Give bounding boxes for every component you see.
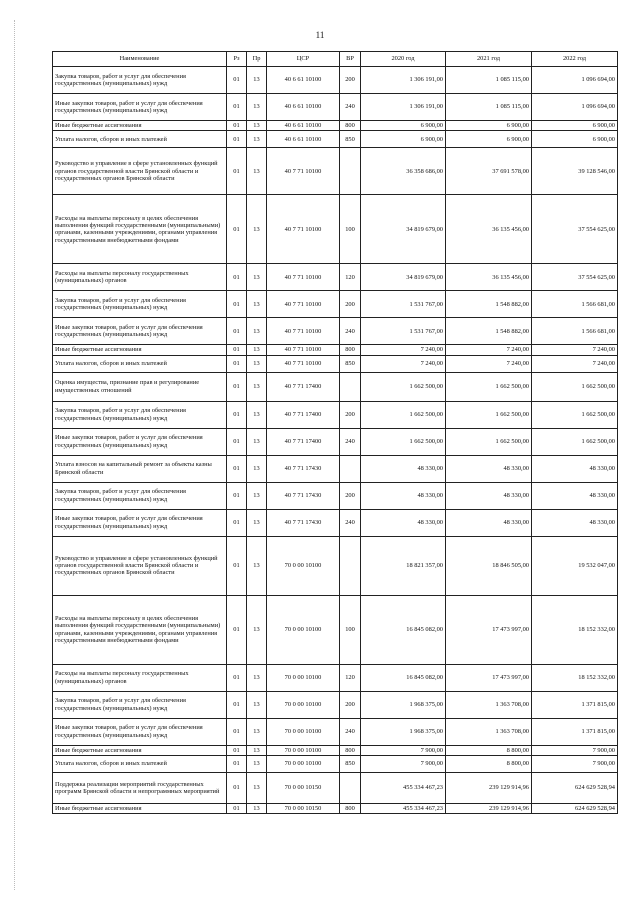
cell-rz: 01 [227, 372, 247, 401]
cell-y2020: 6 900,00 [361, 131, 446, 148]
cell-y2020: 1 306 191,00 [361, 67, 446, 94]
cell-y2020: 455 334 467,23 [361, 804, 446, 814]
cell-vr: 850 [340, 756, 361, 773]
cell-y2020: 6 900,00 [361, 121, 446, 131]
cell-pr: 13 [247, 401, 267, 428]
cell-vr: 200 [340, 401, 361, 428]
cell-y2021: 37 691 578,00 [446, 148, 532, 195]
cell-vr [340, 536, 361, 595]
cell-csr: 40 7 71 17430 [267, 455, 340, 482]
cell-pr: 13 [247, 291, 267, 318]
cell-rz: 01 [227, 195, 247, 264]
cell-y2020: 1 531 767,00 [361, 318, 446, 345]
cell-csr: 70 0 00 10150 [267, 804, 340, 814]
table-row [53, 372, 618, 401]
cell-y2022: 48 330,00 [532, 482, 618, 509]
page-number: 11 [315, 30, 325, 40]
cell-vr: 120 [340, 664, 361, 691]
cell-csr: 40 7 71 10100 [267, 345, 340, 355]
cell-y2021: 48 330,00 [446, 455, 532, 482]
cell-vr: 240 [340, 318, 361, 345]
cell-pr: 13 [247, 745, 267, 755]
table-row [53, 756, 618, 773]
cell-y2021: 18 846 505,00 [446, 536, 532, 595]
cell-y2021: 1 363 708,00 [446, 691, 532, 718]
cell-vr: 240 [340, 509, 361, 536]
cell-vr [340, 148, 361, 195]
cell-name: Руководство и управление в сфере установленных функций органов государственной власти Брянской области и государственных органов Брянской области [53, 536, 227, 595]
cell-rz: 01 [227, 664, 247, 691]
cell-y2022: 48 330,00 [532, 509, 618, 536]
cell-rz: 01 [227, 345, 247, 355]
cell-y2020: 16 845 082,00 [361, 664, 446, 691]
cell-vr [340, 773, 361, 804]
cell-y2022: 1 096 694,00 [532, 67, 618, 94]
cell-vr: 200 [340, 691, 361, 718]
table-row [53, 509, 618, 536]
cell-y2022: 37 554 625,00 [532, 195, 618, 264]
cell-csr: 40 7 71 17430 [267, 509, 340, 536]
table-row [53, 428, 618, 455]
cell-csr: 40 7 71 17400 [267, 401, 340, 428]
cell-name: Уплата налогов, сборов и иных платежей [53, 756, 227, 773]
cell-vr: 200 [340, 482, 361, 509]
cell-y2021: 7 240,00 [446, 355, 532, 372]
cell-y2021: 36 135 456,00 [446, 195, 532, 264]
table-row [53, 355, 618, 372]
cell-y2022: 6 900,00 [532, 131, 618, 148]
cell-vr: 800 [340, 121, 361, 131]
header-2022: 2022 год [532, 52, 618, 67]
cell-csr: 70 0 00 10100 [267, 756, 340, 773]
table-row [53, 318, 618, 345]
header-rz: Рз [227, 52, 247, 67]
cell-pr: 13 [247, 428, 267, 455]
cell-y2022: 18 152 332,00 [532, 595, 618, 664]
cell-y2021: 8 800,00 [446, 756, 532, 773]
cell-name: Расходы на выплаты персоналу в целях обеспечения выполнения функций государственными (муниципальными) органами, казенными учреждениями, органами управления государственными внебюджетными фондами [53, 595, 227, 664]
cell-csr: 70 0 00 10100 [267, 745, 340, 755]
cell-pr: 13 [247, 372, 267, 401]
cell-csr: 40 7 71 10100 [267, 318, 340, 345]
cell-vr: 100 [340, 195, 361, 264]
cell-y2021: 36 135 456,00 [446, 264, 532, 291]
cell-y2021: 1 548 882,00 [446, 291, 532, 318]
cell-y2021: 6 900,00 [446, 121, 532, 131]
cell-rz: 01 [227, 428, 247, 455]
cell-y2021: 48 330,00 [446, 509, 532, 536]
cell-name: Оценка имущества, признание прав и регулирование имущественных отношений [53, 372, 227, 401]
cell-rz: 01 [227, 595, 247, 664]
header-name: Наименование [53, 52, 227, 67]
cell-y2021: 7 240,00 [446, 345, 532, 355]
table-row [53, 264, 618, 291]
cell-rz: 01 [227, 121, 247, 131]
cell-name: Иные бюджетные ассигнования [53, 345, 227, 355]
cell-csr: 40 7 71 10100 [267, 148, 340, 195]
table-row [53, 121, 618, 131]
cell-csr: 40 6 61 10100 [267, 94, 340, 121]
cell-csr: 70 0 00 10100 [267, 718, 340, 745]
cell-csr: 40 7 71 10100 [267, 291, 340, 318]
cell-y2022: 1 566 681,00 [532, 291, 618, 318]
table-body [53, 67, 618, 814]
cell-y2021: 1 085 115,00 [446, 67, 532, 94]
cell-y2020: 36 358 686,00 [361, 148, 446, 195]
cell-vr: 100 [340, 595, 361, 664]
cell-name: Закупка товаров, работ и услуг для обеспечения государственных (муниципальных) нужд [53, 482, 227, 509]
cell-rz: 01 [227, 94, 247, 121]
cell-name: Иные бюджетные ассигнования [53, 121, 227, 131]
cell-y2020: 7 240,00 [361, 355, 446, 372]
cell-y2021: 6 900,00 [446, 131, 532, 148]
table-row [53, 94, 618, 121]
header-2021: 2021 год [446, 52, 532, 67]
cell-rz: 01 [227, 509, 247, 536]
cell-rz: 01 [227, 482, 247, 509]
cell-y2020: 48 330,00 [361, 455, 446, 482]
table-row [53, 482, 618, 509]
cell-y2020: 1 968 375,00 [361, 691, 446, 718]
cell-y2022: 37 554 625,00 [532, 264, 618, 291]
cell-y2022: 624 629 528,94 [532, 804, 618, 814]
cell-y2022: 19 532 047,00 [532, 536, 618, 595]
cell-name: Руководство и управление в сфере установленных функций органов государственной власти Брянской области и государственных органов Брянской области [53, 148, 227, 195]
cell-vr: 200 [340, 67, 361, 94]
cell-y2022: 1 096 694,00 [532, 94, 618, 121]
cell-vr: 200 [340, 291, 361, 318]
table-row [53, 131, 618, 148]
cell-pr: 13 [247, 718, 267, 745]
cell-csr: 40 7 71 10100 [267, 355, 340, 372]
cell-pr: 13 [247, 804, 267, 814]
table-row [53, 773, 618, 804]
cell-pr: 13 [247, 664, 267, 691]
cell-pr: 13 [247, 595, 267, 664]
cell-y2020: 7 900,00 [361, 745, 446, 755]
cell-rz: 01 [227, 131, 247, 148]
cell-y2021: 8 800,00 [446, 745, 532, 755]
cell-rz: 01 [227, 718, 247, 745]
budget-table [52, 51, 618, 814]
cell-y2020: 1 306 191,00 [361, 94, 446, 121]
cell-y2021: 1 662 500,00 [446, 372, 532, 401]
cell-name: Уплата налогов, сборов и иных платежей [53, 131, 227, 148]
cell-y2021: 1 548 882,00 [446, 318, 532, 345]
cell-y2021: 17 473 997,00 [446, 595, 532, 664]
cell-y2020: 7 240,00 [361, 345, 446, 355]
cell-name: Закупка товаров, работ и услуг для обеспечения государственных (муниципальных) нужд [53, 691, 227, 718]
cell-pr: 13 [247, 94, 267, 121]
cell-y2022: 7 900,00 [532, 756, 618, 773]
cell-y2022: 7 240,00 [532, 355, 618, 372]
table-row [53, 691, 618, 718]
cell-pr: 13 [247, 509, 267, 536]
cell-name: Закупка товаров, работ и услуг для обеспечения государственных (муниципальных) нужд [53, 401, 227, 428]
cell-pr: 13 [247, 773, 267, 804]
cell-y2020: 34 819 679,00 [361, 264, 446, 291]
cell-y2020: 1 968 375,00 [361, 718, 446, 745]
cell-name: Иные закупки товаров, работ и услуг для обеспечения государственных (муниципальных) нужд [53, 428, 227, 455]
table-row [53, 664, 618, 691]
cell-pr: 13 [247, 345, 267, 355]
cell-y2022: 1 662 500,00 [532, 372, 618, 401]
header-pr: Пр [247, 52, 267, 67]
table-row [53, 345, 618, 355]
cell-name: Иные бюджетные ассигнования [53, 804, 227, 814]
cell-rz: 01 [227, 148, 247, 195]
cell-rz: 01 [227, 318, 247, 345]
cell-csr: 40 7 71 17430 [267, 482, 340, 509]
cell-name: Иные закупки товаров, работ и услуг для обеспечения государственных (муниципальных) нужд [53, 718, 227, 745]
table-row [53, 455, 618, 482]
cell-pr: 13 [247, 67, 267, 94]
cell-pr: 13 [247, 131, 267, 148]
cell-name: Закупка товаров, работ и услуг для обеспечения государственных (муниципальных) нужд [53, 291, 227, 318]
cell-pr: 13 [247, 536, 267, 595]
cell-rz: 01 [227, 756, 247, 773]
cell-rz: 01 [227, 264, 247, 291]
table-row [53, 745, 618, 755]
cell-y2022: 1 371 815,00 [532, 691, 618, 718]
cell-csr: 70 0 00 10100 [267, 691, 340, 718]
cell-pr: 13 [247, 756, 267, 773]
cell-y2020: 1 662 500,00 [361, 428, 446, 455]
cell-rz: 01 [227, 773, 247, 804]
cell-y2021: 1 662 500,00 [446, 401, 532, 428]
cell-y2022: 18 152 332,00 [532, 664, 618, 691]
cell-y2020: 1 531 767,00 [361, 291, 446, 318]
cell-vr: 240 [340, 94, 361, 121]
cell-y2022: 6 900,00 [532, 121, 618, 131]
cell-y2020: 1 662 500,00 [361, 372, 446, 401]
cell-rz: 01 [227, 355, 247, 372]
cell-csr: 70 0 00 10150 [267, 773, 340, 804]
cell-name: Иные закупки товаров, работ и услуг для обеспечения государственных (муниципальных) нужд [53, 318, 227, 345]
cell-csr: 40 6 61 10100 [267, 67, 340, 94]
cell-vr: 240 [340, 718, 361, 745]
cell-pr: 13 [247, 318, 267, 345]
cell-pr: 13 [247, 195, 267, 264]
cell-y2020: 48 330,00 [361, 509, 446, 536]
cell-pr: 13 [247, 148, 267, 195]
cell-rz: 01 [227, 804, 247, 814]
table-row [53, 67, 618, 94]
cell-name: Поддержка реализации мероприятий государственных программ Брянской области и непрограммных мероприятий [53, 773, 227, 804]
table-row [53, 536, 618, 595]
table-header-row [53, 52, 618, 67]
cell-csr: 40 6 61 10100 [267, 121, 340, 131]
cell-csr: 40 7 71 17400 [267, 428, 340, 455]
cell-pr: 13 [247, 455, 267, 482]
cell-csr: 40 6 61 10100 [267, 131, 340, 148]
cell-rz: 01 [227, 67, 247, 94]
cell-y2022: 7 240,00 [532, 345, 618, 355]
cell-y2020: 48 330,00 [361, 482, 446, 509]
cell-y2022: 1 371 815,00 [532, 718, 618, 745]
cell-y2022: 1 662 500,00 [532, 401, 618, 428]
cell-vr [340, 455, 361, 482]
cell-vr [340, 372, 361, 401]
cell-y2022: 624 629 528,94 [532, 773, 618, 804]
cell-csr: 70 0 00 10100 [267, 664, 340, 691]
cell-y2020: 18 821 357,00 [361, 536, 446, 595]
cell-vr: 240 [340, 428, 361, 455]
cell-vr: 800 [340, 745, 361, 755]
cell-vr: 850 [340, 131, 361, 148]
cell-vr: 800 [340, 345, 361, 355]
cell-y2021: 1 085 115,00 [446, 94, 532, 121]
cell-rz: 01 [227, 745, 247, 755]
cell-y2022: 7 900,00 [532, 745, 618, 755]
cell-rz: 01 [227, 536, 247, 595]
cell-pr: 13 [247, 691, 267, 718]
cell-pr: 13 [247, 355, 267, 372]
cell-rz: 01 [227, 401, 247, 428]
cell-y2022: 1 566 681,00 [532, 318, 618, 345]
cell-vr: 850 [340, 355, 361, 372]
cell-csr: 40 7 71 17400 [267, 372, 340, 401]
cell-y2020: 455 334 467,23 [361, 773, 446, 804]
left-margin-dots [14, 20, 16, 890]
cell-rz: 01 [227, 455, 247, 482]
cell-rz: 01 [227, 291, 247, 318]
cell-vr: 800 [340, 804, 361, 814]
cell-csr: 40 7 71 10100 [267, 264, 340, 291]
header-vr: ВР [340, 52, 361, 67]
cell-y2021: 1 363 708,00 [446, 718, 532, 745]
cell-name: Уплата взносов на капитальный ремонт за объекты казны Брянской области [53, 455, 227, 482]
cell-y2020: 16 845 082,00 [361, 595, 446, 664]
header-2020: 2020 год [361, 52, 446, 67]
cell-rz: 01 [227, 691, 247, 718]
table-row [53, 595, 618, 664]
cell-name: Иные закупки товаров, работ и услуг для обеспечения государственных (муниципальных) нужд [53, 94, 227, 121]
table-row [53, 148, 618, 195]
cell-y2020: 34 819 679,00 [361, 195, 446, 264]
cell-y2020: 7 900,00 [361, 756, 446, 773]
cell-name: Иные бюджетные ассигнования [53, 745, 227, 755]
table-row [53, 291, 618, 318]
cell-name: Уплата налогов, сборов и иных платежей [53, 355, 227, 372]
cell-csr: 70 0 00 10100 [267, 536, 340, 595]
cell-y2021: 239 129 914,96 [446, 773, 532, 804]
header-csr: ЦСР [267, 52, 340, 67]
cell-name: Иные закупки товаров, работ и услуг для обеспечения государственных (муниципальных) нужд [53, 509, 227, 536]
cell-y2022: 39 128 546,00 [532, 148, 618, 195]
table-row [53, 718, 618, 745]
table-row [53, 401, 618, 428]
cell-y2022: 1 662 500,00 [532, 428, 618, 455]
cell-y2021: 17 473 997,00 [446, 664, 532, 691]
cell-name: Закупка товаров, работ и услуг для обеспечения государственных (муниципальных) нужд [53, 67, 227, 94]
cell-pr: 13 [247, 482, 267, 509]
cell-name: Расходы на выплаты персоналу государственных (муниципальных) органов [53, 264, 227, 291]
cell-y2021: 239 129 914,96 [446, 804, 532, 814]
cell-y2022: 48 330,00 [532, 455, 618, 482]
cell-vr: 120 [340, 264, 361, 291]
cell-pr: 13 [247, 264, 267, 291]
cell-csr: 70 0 00 10100 [267, 595, 340, 664]
table-row [53, 804, 618, 814]
cell-csr: 40 7 71 10100 [267, 195, 340, 264]
cell-y2021: 1 662 500,00 [446, 428, 532, 455]
cell-y2020: 1 662 500,00 [361, 401, 446, 428]
cell-y2021: 48 330,00 [446, 482, 532, 509]
cell-name: Расходы на выплаты персоналу государственных (муниципальных) органов [53, 664, 227, 691]
cell-pr: 13 [247, 121, 267, 131]
table-row [53, 195, 618, 264]
cell-name: Расходы на выплаты персоналу в целях обеспечения выполнения функций государственными (муниципальными) органами, казенными учреждениями, органами управления государственными внебюджетными фондами [53, 195, 227, 264]
